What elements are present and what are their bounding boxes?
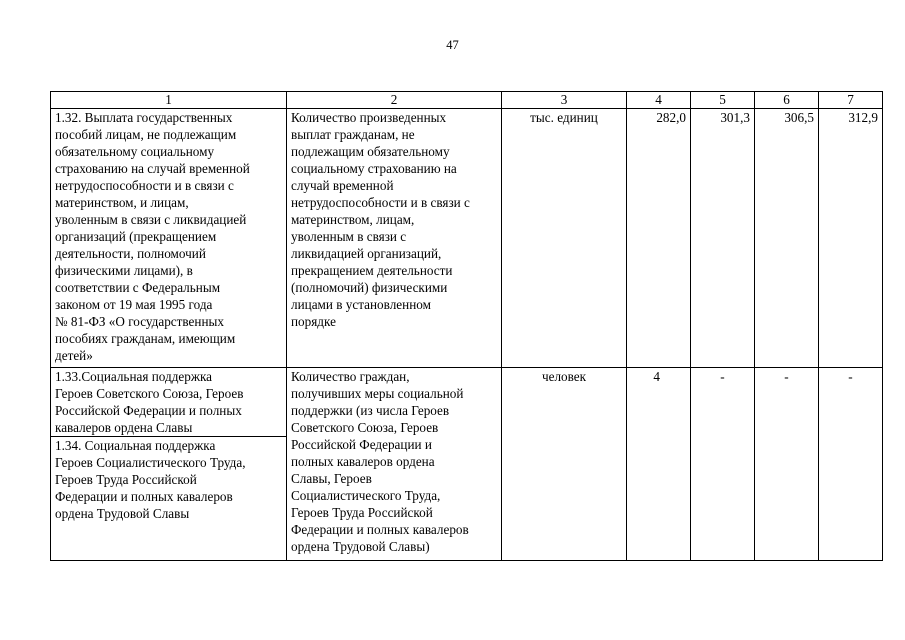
- row-2-value-7: -: [819, 368, 883, 561]
- header-col-4: 4: [627, 92, 691, 109]
- row-2-name-a: 1.33.Социальная поддержка Героев Советского Союза, Героев Российской Федерации и полных кавалеров ордена Славы: [51, 368, 286, 437]
- row-2-name-b: 1.34. Социальная поддержка Героев Социалистического Труда, Героев Труда Российской Федерации и полных кавалеров ордена Трудовой Славы: [55, 438, 246, 521]
- row-1-value-7: 312,9: [819, 109, 883, 368]
- header-col-6: 6: [755, 92, 819, 109]
- header-col-5: 5: [691, 92, 755, 109]
- row-1-indicator: Количество произведенных выплат гражданам, не подлежащим обязательному социальному страхованию на случай временной нетрудоспособности и в связи с материнством, лицам, уволенным в связи с ликвидацией организаций, прекращением деятельности (полномочий) физическими лицами в установленном порядке: [287, 109, 502, 368]
- header-col-1: 1: [51, 92, 287, 109]
- row-2-value-5: -: [691, 368, 755, 561]
- row-1-name: 1.32. Выплата государственных пособий лицам, не подлежащим обязательному социальному страхованию на случай временной нетрудоспособности и в связи с материнством, и лицам, уволенным в связи с ликвидацией организаций (прекращением деятельности, полномочий физическими лицами), в соответствии с Федеральным законом от 19 мая 1995 года № 81-ФЗ «О государственных пособиях гражданам, имеющим детей»: [51, 109, 287, 368]
- row-2-value-4: 4: [627, 368, 691, 561]
- row-2-name-cell: [51, 368, 287, 561]
- row-2-value-6: -: [755, 368, 819, 561]
- row-1-unit: тыс. единиц: [502, 109, 627, 368]
- row-1-value-4: 282,0: [627, 109, 691, 368]
- row-1-value-6: 306,5: [755, 109, 819, 368]
- header-col-2: 2: [287, 92, 502, 109]
- header-col-7: 7: [819, 92, 883, 109]
- row-1-value-5: 301,3: [691, 109, 755, 368]
- indicators-table: [50, 91, 883, 561]
- header-col-3: 3: [502, 92, 627, 109]
- row-2-unit: человек: [502, 368, 627, 561]
- header-row: [51, 92, 883, 109]
- page-number: 47: [446, 38, 459, 52]
- table-row: [51, 109, 883, 368]
- row-2-indicator: Количество граждан, получивших меры социальной поддержки (из числа Героев Советского Союза, Героев Российской Федерации и полных кавалеров ордена Славы, Героев Социалистического Труда, Героев Труда Российской Федерации и полных кавалеров ордена Трудовой Славы): [287, 368, 502, 561]
- table-row: [51, 368, 883, 561]
